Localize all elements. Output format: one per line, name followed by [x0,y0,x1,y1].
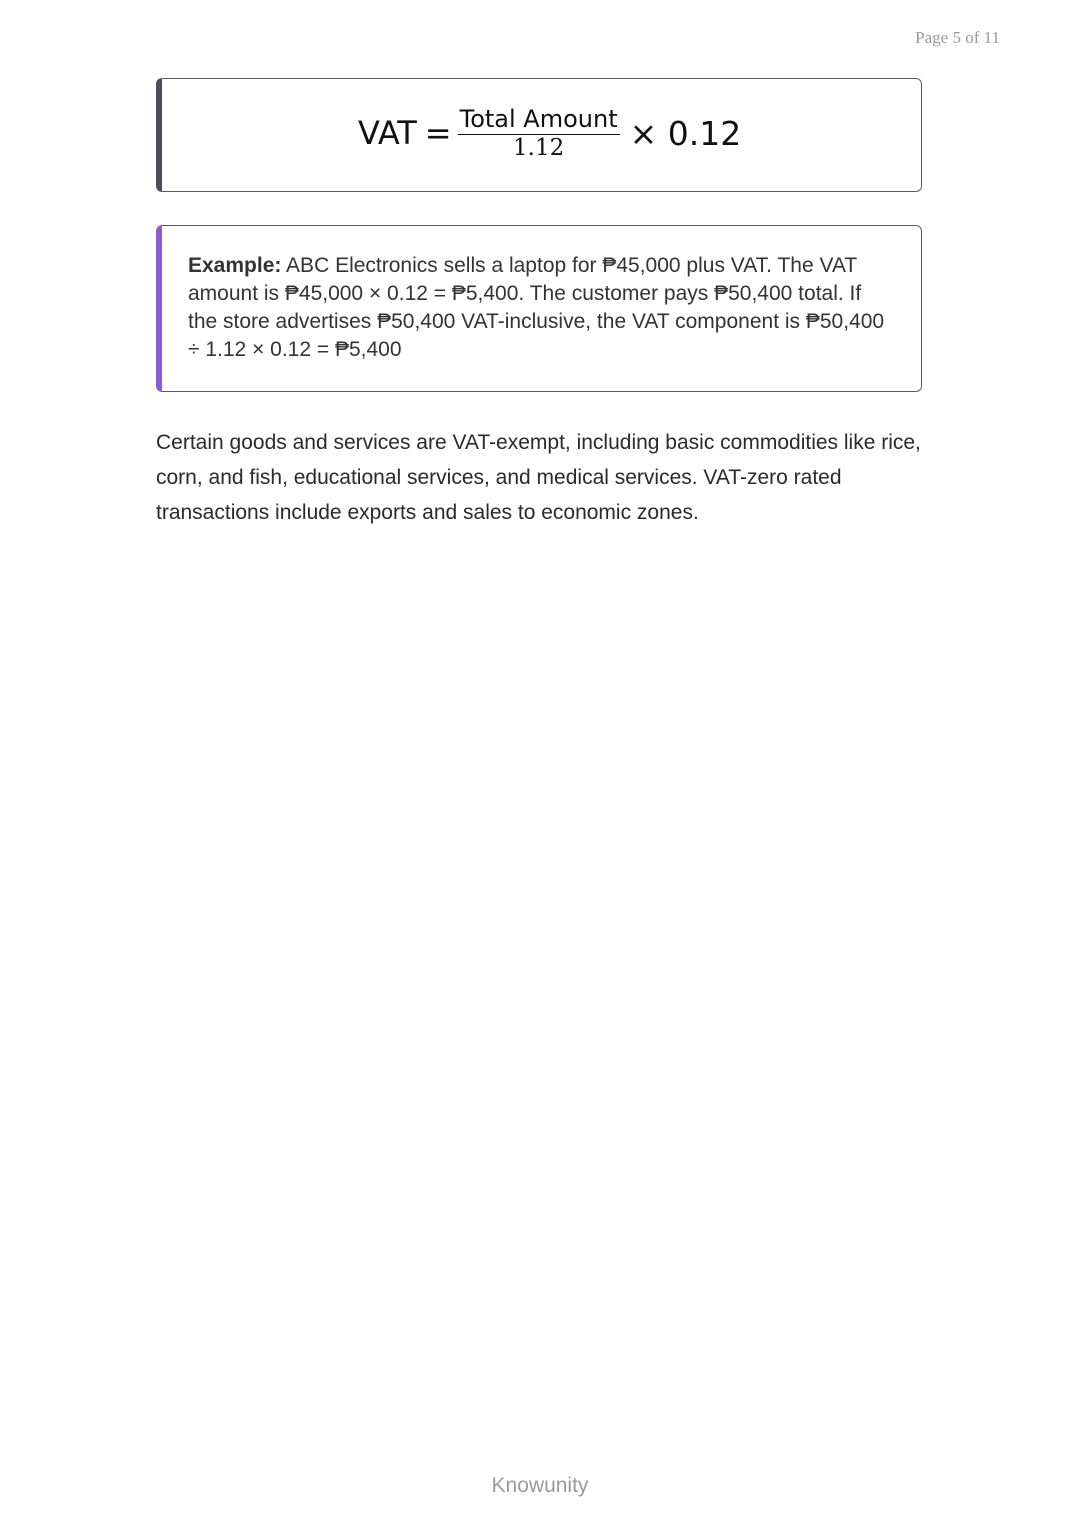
formula-lhs: VAT [358,114,417,152]
formula-numerator: Total Amount [459,105,618,133]
example-callout [156,225,922,392]
example-body: ABC Electronics sells a laptop for ₱45,000 plus VAT. The VAT amount is ₱45,000 × 0.12 = ₱5,400. The customer pays ₱50,400 total. If the store advertises ₱50,400 VAT-inclusive, the VAT component is ₱50,400 ÷ 1.12 × 0.12 = ₱5,400 [188,254,885,361]
example-text [188,252,891,364]
formula-box [156,78,922,192]
footer-brand: Knowunity [491,1474,589,1497]
formula-equals: = [424,114,452,152]
formula-fraction [458,105,620,161]
example-label: Example: [188,254,282,277]
page-number: Page 5 of 11 [915,28,1000,47]
vat-formula [358,105,741,161]
formula-multiplier: × 0.12 [629,113,742,153]
formula-denominator: 1.12 [513,135,565,161]
body-paragraph: Certain goods and services are VAT-exempt, including basic commodities like rice, corn, and fish, educational services, and medical services. VAT-zero rated transactions include exports and sales to economic zones. [156,431,921,524]
